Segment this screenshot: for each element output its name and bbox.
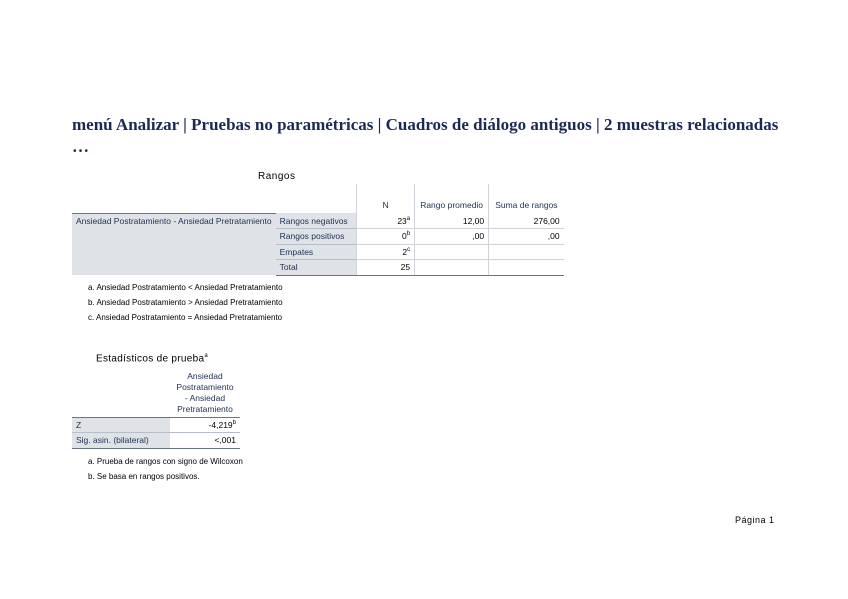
table-row — [72, 417, 240, 433]
footnote: b. Ansiedad Postratamiento > Ansiedad Pretratamiento — [88, 298, 283, 307]
cell-sum-ranks — [489, 260, 564, 276]
col-header-mean-rank: Rango promedio — [415, 184, 489, 213]
cell-n: 0$^b$ — [357, 229, 415, 245]
cell-sum-ranks: ,00 — [489, 229, 564, 245]
table-row — [72, 213, 564, 229]
row-label: Total — [276, 260, 357, 276]
cell-n: 25 — [357, 260, 415, 276]
cell-sum-ranks — [489, 244, 564, 260]
cell-mean-rank — [415, 244, 489, 260]
footnote: a. Ansiedad Postratamiento < Ansiedad Pretratamiento — [88, 283, 283, 292]
cell-value: -4,219$^b$ — [170, 417, 240, 433]
stats-table-title: Estadísticos de prueba$^a$ — [96, 353, 208, 365]
footnote: b. Se basa en rangos positivos. — [88, 472, 200, 481]
stats-footnotes — [88, 454, 243, 484]
row-label: Sig. asin. (bilateral) — [72, 433, 170, 449]
cell-mean-rank: 12,00 — [415, 213, 489, 229]
group-label: Ansiedad Postratamiento - Ansiedad Pretratamiento — [72, 213, 276, 275]
ranks-table — [72, 184, 564, 276]
col-header-variable: Ansiedad Postratamiento - Ansiedad Pretratamiento — [176, 370, 234, 414]
footnote: a. Prueba de rangos con signo de Wilcoxon — [88, 457, 243, 466]
row-label: Rangos positivos — [276, 229, 357, 245]
page-heading: menú Analizar | Pruebas no paramétricas | Cuadros de diálogo antiguos | 2 muestras relacionadas … — [72, 115, 779, 156]
cell-n: 23$^a$ — [357, 213, 415, 229]
ranks-footnotes — [88, 280, 283, 325]
cell-sum-ranks: 276,00 — [489, 213, 564, 229]
col-header-n: N — [357, 184, 415, 213]
test-statistics-table — [72, 369, 240, 449]
cell-mean-rank — [415, 260, 489, 276]
table-row — [72, 433, 240, 449]
cell-n: 2$^c$ — [357, 244, 415, 260]
col-header-sum-ranks: Suma de rangos — [489, 184, 564, 213]
row-label: Z — [72, 417, 170, 433]
row-label: Rangos negativos — [276, 213, 357, 229]
row-label: Empates — [276, 244, 357, 260]
ranks-table-title: Rangos — [258, 171, 296, 182]
footnote: c. Ansiedad Postratamiento = Ansiedad Pretratamiento — [88, 313, 283, 322]
cell-value: <,001 — [170, 433, 240, 449]
page-number: Página 1 — [735, 515, 775, 525]
cell-mean-rank: ,00 — [415, 229, 489, 245]
